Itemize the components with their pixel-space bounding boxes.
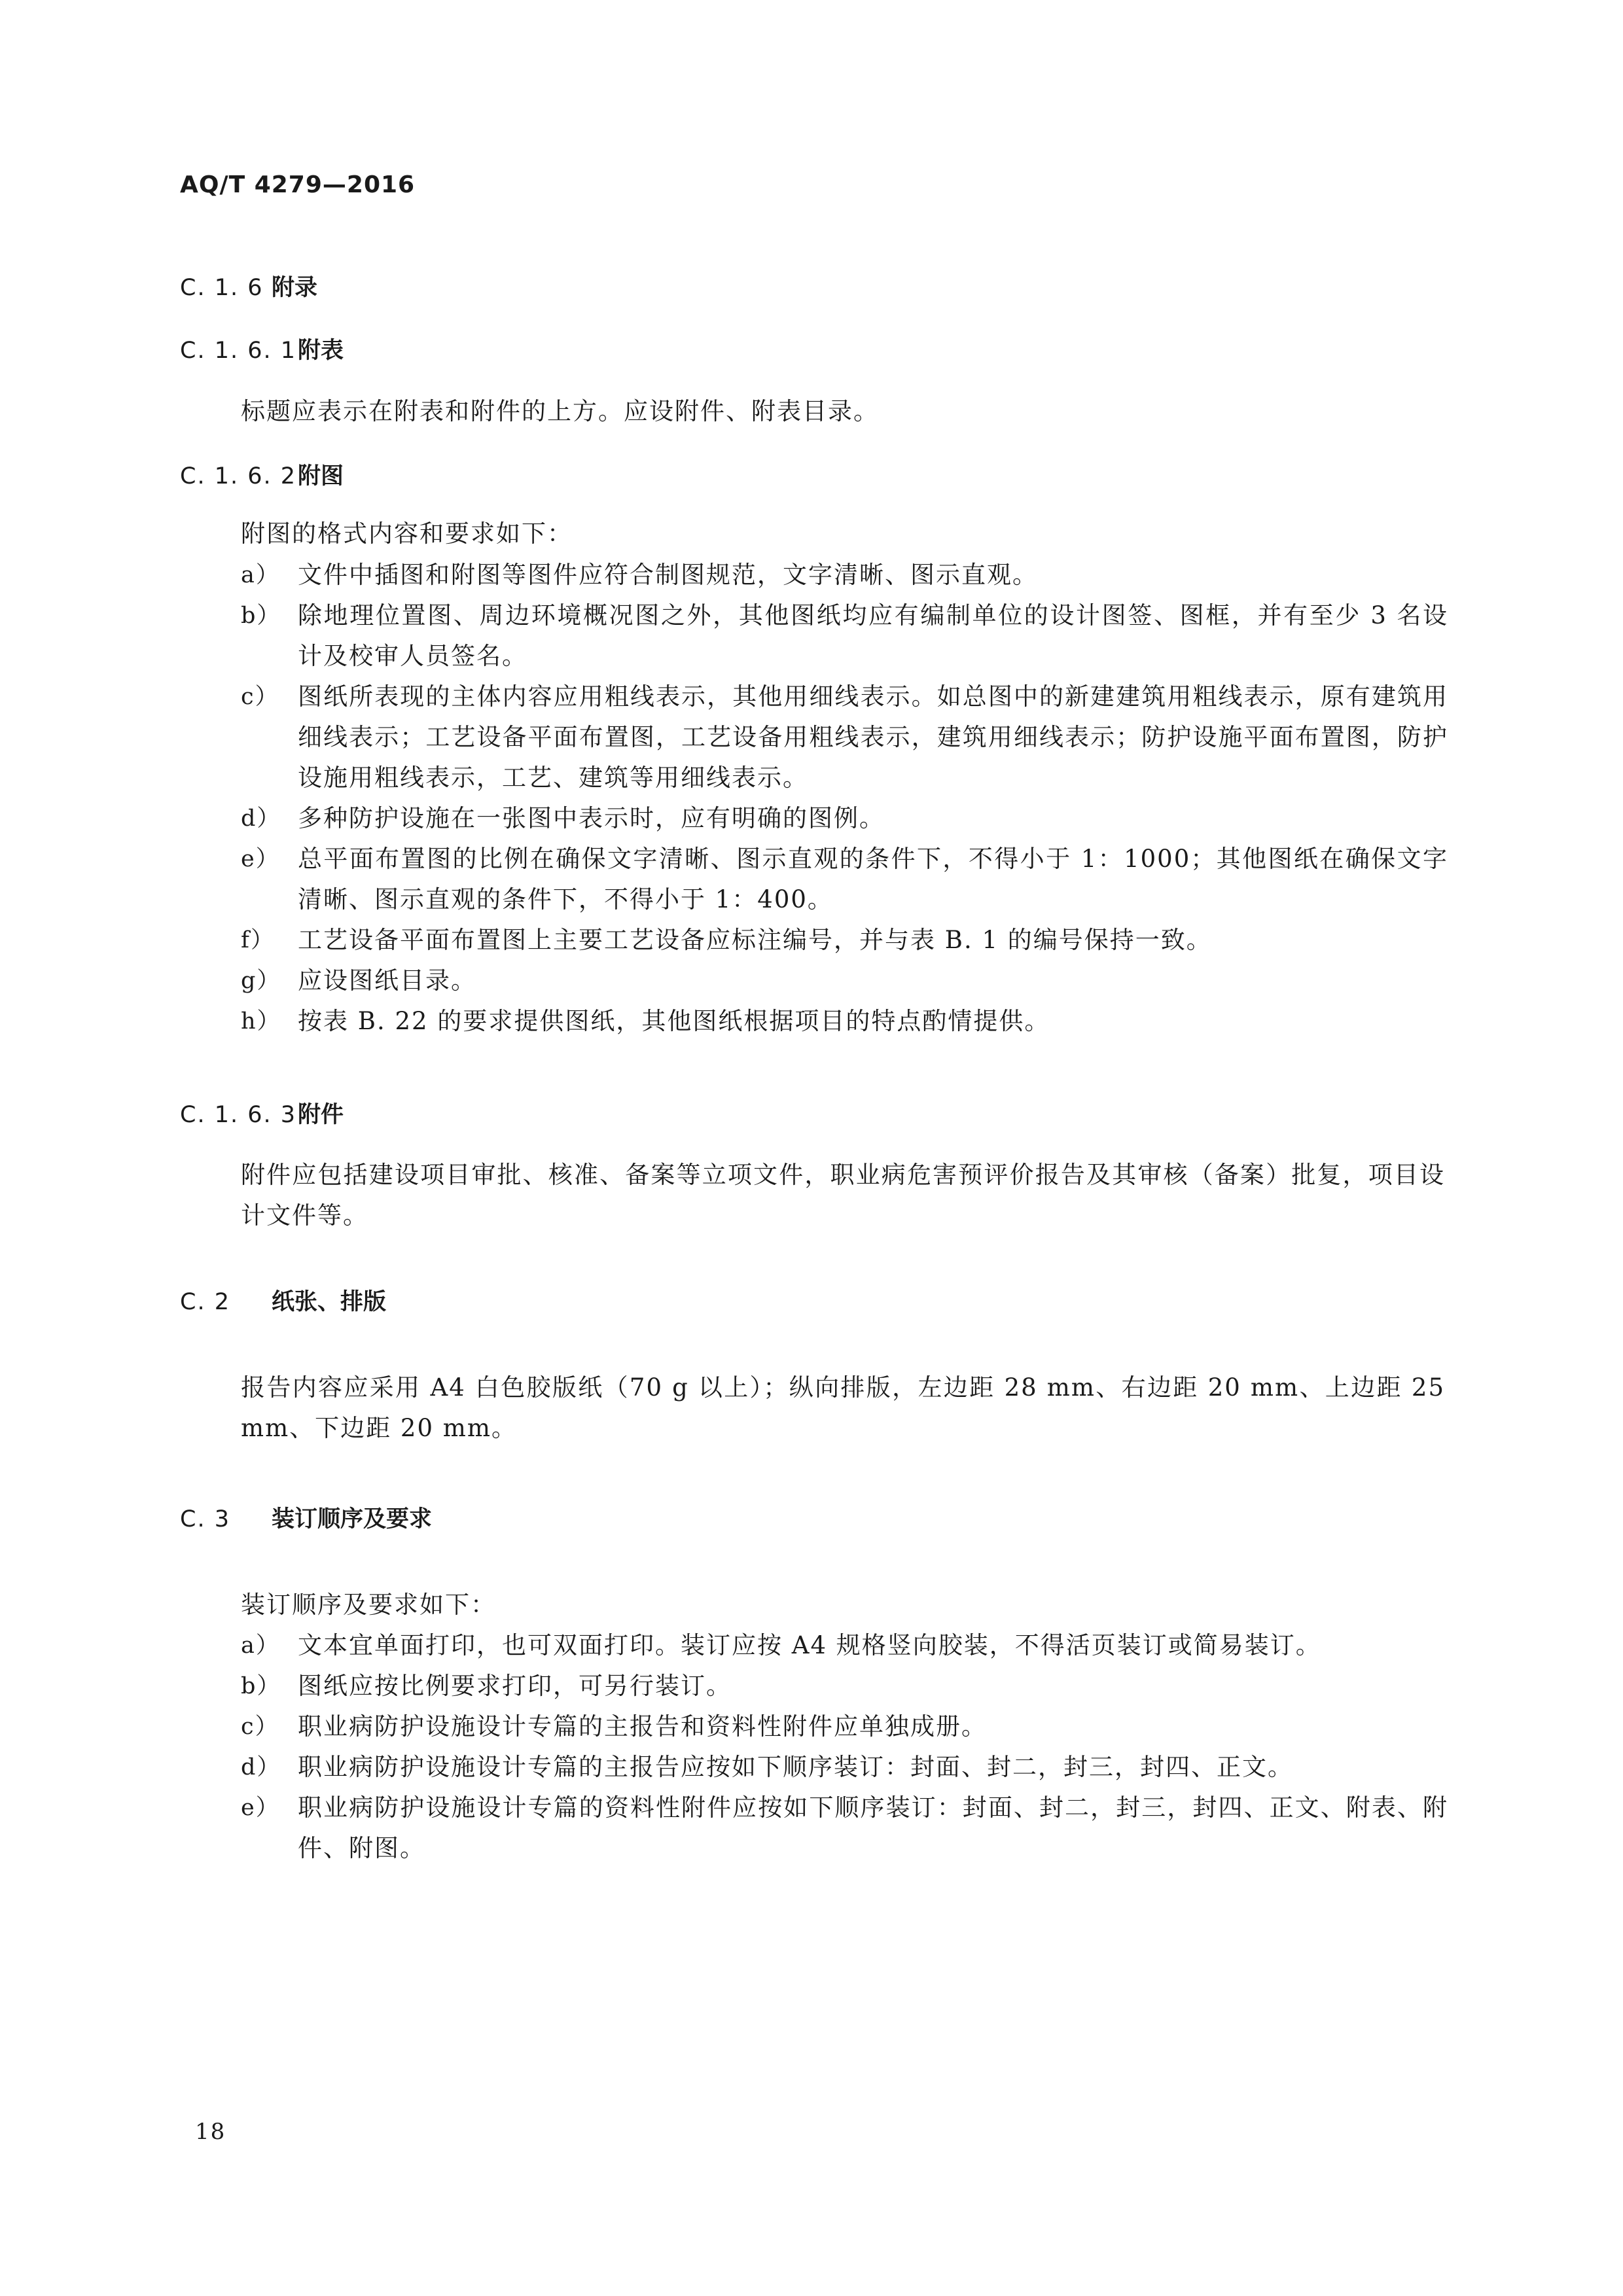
list-item-text: 职业病防护设施设计专篇的主报告应按如下顺序装订：封面、封二，封三，封四、正文。: [298, 1753, 1293, 1781]
list-item-text: 多种防护设施在一张图中表示时，应有明确的图例。: [298, 804, 885, 832]
document-standard-id: AQ/T 4279—2016: [180, 171, 416, 198]
list-item-text: 工艺设备平面布置图上主要工艺设备应标注编号，并与表 B. 1 的编号保持一致。: [298, 926, 1212, 954]
list-item-text: 除地理位置图、周边环境概况图之外，其他图纸均应有编制单位的设计图签、图框，并有至少 3 名设计及校审人员签名。: [298, 601, 1448, 670]
section-title: 附表: [298, 338, 344, 364]
section-paragraph: 报告内容应采用 A4 白色胶版纸（70 g 以上）；纵向排版，左边距 28 mm、右边距 20 mm、上边距 25 mm、下边距 20 mm。: [241, 1373, 1445, 1442]
section-heading-c163: [180, 1097, 344, 1129]
section-heading-c2: [180, 1284, 386, 1316]
list-marker: d）: [241, 805, 281, 832]
list-item-text: 总平面布置图的比例在确保文字清晰、图示直观的条件下，不得小于 1：1000；其他图纸在确保文字清晰、图示直观的条件下，不得小于 1：400。: [298, 845, 1448, 913]
list-item: [241, 677, 1448, 798]
section-paragraph: 标题应表示在附表和附件的上方。应设附件、附表目录。: [241, 397, 879, 425]
list-item: [241, 1666, 1448, 1706]
list-marker: b）: [241, 603, 281, 629]
list-item: [241, 920, 1448, 961]
section-title: 装订顺序及要求: [272, 1506, 433, 1532]
section-heading-c3: [180, 1501, 432, 1534]
section-number: C. 1. 6. 2: [180, 463, 296, 489]
section-title: 附录: [272, 275, 318, 301]
list-marker: e）: [241, 1795, 280, 1821]
list-marker: b）: [241, 1673, 281, 1699]
list-marker: e）: [241, 846, 280, 872]
section-heading-c162: [180, 458, 344, 491]
section-number: C. 1. 6: [180, 275, 264, 301]
section-number: C. 2: [180, 1289, 230, 1315]
list-marker: g）: [241, 968, 281, 994]
list-item: [241, 798, 1448, 839]
list-item: [241, 1706, 1448, 1747]
list-item: [241, 555, 1448, 595]
section-title: 附图: [298, 463, 344, 489]
list-item-text: 按表 B. 22 的要求提供图纸，其他图纸根据项目的特点酌情提供。: [298, 1007, 1050, 1035]
list-item: [241, 961, 1448, 1001]
list-item: [241, 1747, 1448, 1788]
list-item: [241, 1788, 1448, 1869]
section-title: 纸张、排版: [272, 1289, 387, 1315]
list-intro: 附图的格式内容和要求如下：: [241, 520, 573, 548]
section-number: C. 1. 6. 3: [180, 1102, 296, 1128]
list-marker: d）: [241, 1754, 281, 1780]
list-marker: a）: [241, 1633, 280, 1659]
list-marker: h）: [241, 1008, 281, 1034]
list-item: [241, 1625, 1448, 1666]
list-item-text: 职业病防护设施设计专篇的主报告和资料性附件应单独成册。: [298, 1712, 987, 1740]
section-paragraph: 附件应包括建设项目审批、核准、备案等立项文件，职业病危害预评价报告及其审核（备案）批复，项目设计文件等。: [241, 1161, 1445, 1229]
list-marker: c）: [241, 1714, 279, 1740]
list-item: [241, 1001, 1448, 1042]
list-item-text: 职业病防护设施设计专篇的资料性附件应按如下顺序装订：封面、封二，封三，封四、正文、附表、附件、附图。: [298, 1793, 1448, 1862]
page-number: 18: [195, 2119, 226, 2145]
list-item-text: 文件中插图和附图等图件应符合制图规范，文字清晰、图示直观。: [298, 561, 1038, 589]
list-item: [241, 595, 1448, 677]
list-marker: a）: [241, 562, 280, 588]
list-item-text: 图纸应按比例要求打印，可另行装订。: [298, 1672, 732, 1700]
section-heading-c161: [180, 332, 344, 365]
list-item: [241, 839, 1448, 920]
list-item-text: 应设图纸目录。: [298, 966, 476, 995]
list-intro: 装订顺序及要求如下：: [241, 1591, 496, 1619]
list-item-text: 图纸所表现的主体内容应用粗线表示，其他用细线表示。如总图中的新建建筑用粗线表示，原有建筑用细线表示；工艺设备平面布置图，工艺设备用粗线表示，建筑用细线表示；防护设施平面布置图，防护设施用粗线表示，工艺、建筑等用细线表示。: [298, 682, 1448, 792]
section-number: C. 1. 6. 1: [180, 338, 296, 364]
section-number: C. 3: [180, 1506, 230, 1532]
list-marker: c）: [241, 684, 279, 710]
list-item-text: 文本宜单面打印，也可双面打印。装订应按 A4 规格竖向胶装，不得活页装订或简易装订。: [298, 1631, 1321, 1659]
list-marker: f）: [241, 927, 275, 953]
section-heading-c16: [180, 270, 317, 302]
section-title: 附件: [298, 1102, 344, 1128]
